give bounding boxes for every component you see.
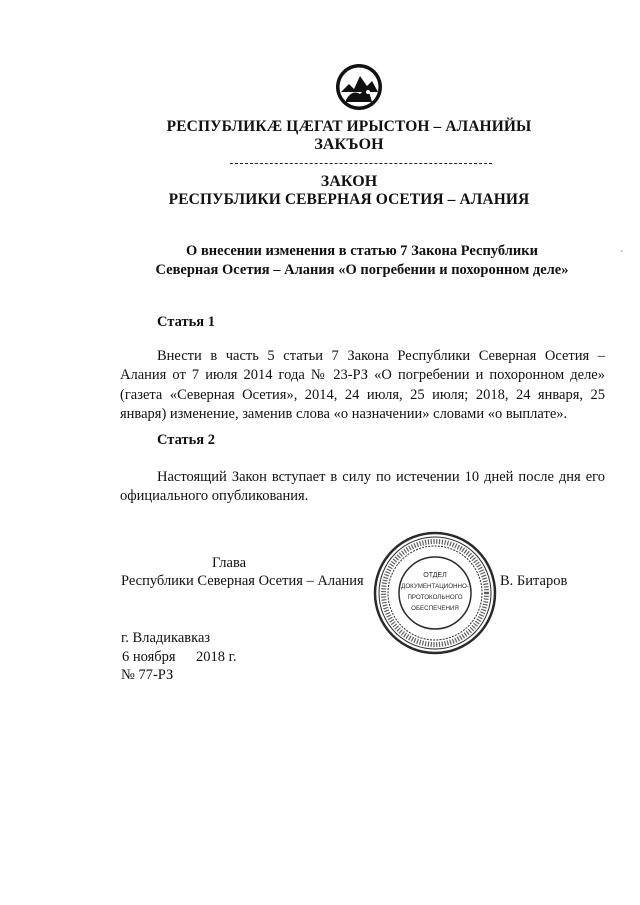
signatory-position-line-1: Глава xyxy=(212,555,247,571)
ossetian-law-header: ЗАКЪОН xyxy=(314,136,384,153)
stamp-line-2: ДОКУМЕНТАЦИОННО- xyxy=(401,583,469,590)
official-stamp xyxy=(372,530,498,656)
article-1-text: Внести в часть 5 статьи 7 Закона Республики Северная Осетия – Алания от 7 июля 2014 года № 23-РЗ «О погребении и похоронном деле» (газета «Северная Осетия», 2014, 24 июля, 25 июля; 2018, 24 января, 25 января) изменение, заменив слова «о назначении» словами «о выплате». xyxy=(120,348,605,422)
stamp-line-1: ОТДЕЛ xyxy=(423,572,447,579)
coat-of-arms-emblem xyxy=(334,62,384,112)
signatory-position-line-2: Республики Северная Осетия – Алания xyxy=(121,573,364,589)
russian-republic-header: РЕСПУБЛИКИ СЕВЕРНАЯ ОСЕТИЯ – АЛАНИЯ xyxy=(168,191,530,208)
document-title-line-2: Северная Осетия – Алания «О погребении и похоронном деле» xyxy=(155,262,569,278)
law-number: № 77-РЗ xyxy=(121,667,174,683)
header-divider xyxy=(230,163,492,164)
ossetian-republic-header: РЕСПУБЛИКÆ ЦÆГАТ ИРЫСТОН – АЛАНИЙЫ xyxy=(166,118,532,135)
russian-law-header: ЗАКОН xyxy=(320,173,378,190)
article-2-text: Настоящий Закон вступает в силу по истечении 10 дней после дня его официального опубликования. xyxy=(120,469,605,505)
stamp-line-3: ПРОТОКОЛЬНОГО xyxy=(407,594,463,601)
article-2-heading: Статья 2 xyxy=(157,432,215,448)
signatory-name: В. Битаров xyxy=(500,573,568,589)
document-title-line-1: О внесении изменения в статью 7 Закона Республики xyxy=(186,243,538,259)
margin-mark: ˋ xyxy=(620,250,624,261)
article-1-heading: Статья 1 xyxy=(157,314,215,330)
city: г. Владикавказ xyxy=(121,630,211,646)
date-day: 6 ноября xyxy=(122,649,176,665)
date-year: 2018 г. xyxy=(196,649,237,665)
document-title xyxy=(120,242,604,280)
stamp-line-4: ОБЕСПЕЧЕНИЯ xyxy=(411,605,459,612)
